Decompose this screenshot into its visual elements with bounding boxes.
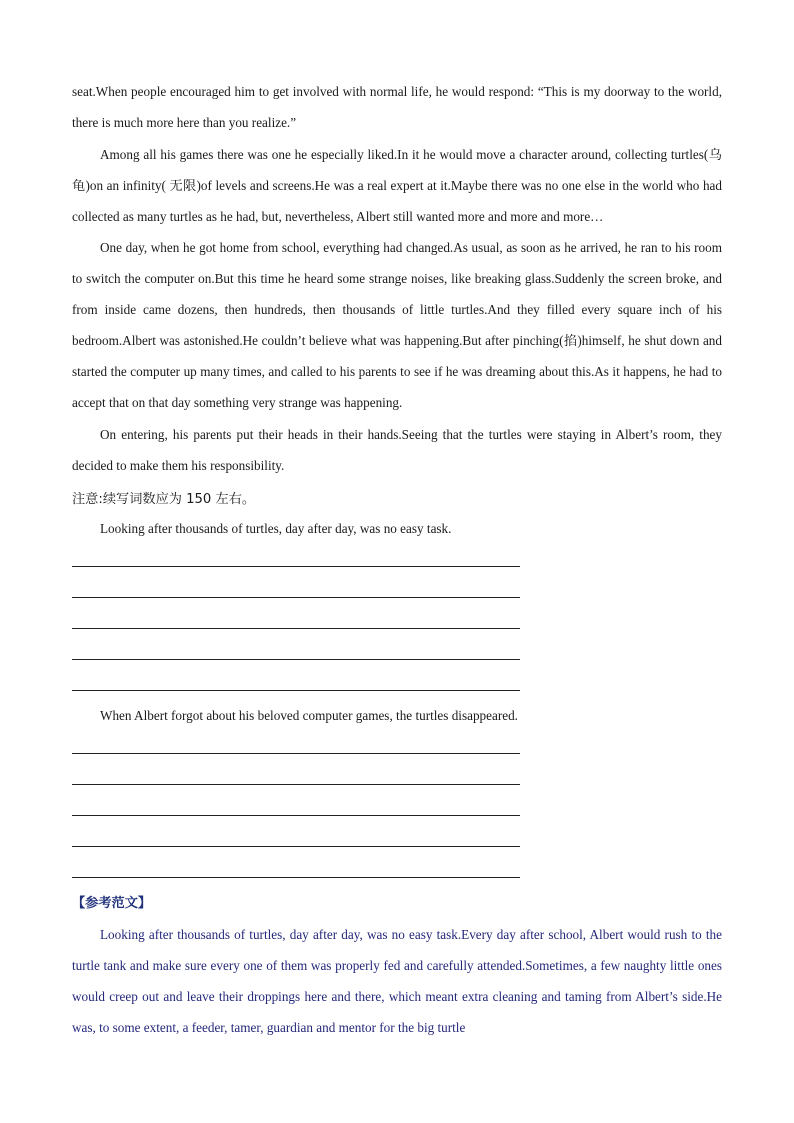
answer-line [72, 815, 520, 816]
answer-line [72, 628, 520, 629]
story-paragraph-4: On entering, his parents put their heads in their hands.Seeing that the turtles were staying in Albert’s room, they decided to make them his responsibility. [72, 427, 722, 473]
continuation-prompt-2: When Albert forgot about his beloved computer games, the turtles disappeared. [100, 708, 518, 723]
answer-line [72, 753, 520, 754]
continuation-prompt-1: Looking after thousands of turtles, day after day, was no easy task. [100, 521, 452, 536]
answer-line [72, 846, 520, 847]
word-count-note: 注意:续写词数应为 150 左右。 [72, 492, 256, 507]
answer-line [72, 566, 520, 567]
answer-line [72, 659, 520, 660]
answer-line [72, 784, 520, 785]
reference-essay: Looking after thousands of turtles, day after day, was no easy task.Every day after school, Albert would rush to the turtle tank and make sure every one of them was properly fed and carefully attended.Sometimes, a few naughty little ones would creep out and leave their droppings here and there, which meant extra cleaning and taming from Albert’s side.He was, to some extent, a feeder, tamer, guardian and mentor for the big turtle [72, 927, 722, 1035]
answer-line [72, 597, 520, 598]
answer-line [72, 690, 520, 691]
story-paragraph-3: One day, when he got home from school, everything had changed.As usual, as soon as he arrived, he ran to his room to switch the computer on.But this time he heard some strange noises, like breaking glass.Suddenly the screen broke, and from inside came dozens, then hundreds, then thousands of little turtles.And they filled every square inch of his bedroom.Albert was astonished.He couldn’t believe what was happening.But after pinching(掐)himself, he shut down and started the computer up many times, and called to his parents to see if he was dreaming about this.As it happens, he had to accept that on that day something very strange was happening. [72, 240, 722, 410]
story-paragraph-2: Among all his games there was one he especially liked.In it he would move a character around, collecting turtles(乌龟)on an infinity( 无限)of levels and screens.He was a real expert at it.Maybe there was no one else in the world who had collected as many turtles as he had, but, nevertheless, Albert still wanted more and more and more… [72, 147, 722, 224]
story-paragraph-1: seat.When people encouraged him to get involved with normal life, he would respond: “This is my doorway to the world, there is much more here than you realize.” [72, 84, 722, 130]
reference-heading: 【参考范文】 [72, 896, 152, 911]
answer-line [72, 877, 520, 878]
